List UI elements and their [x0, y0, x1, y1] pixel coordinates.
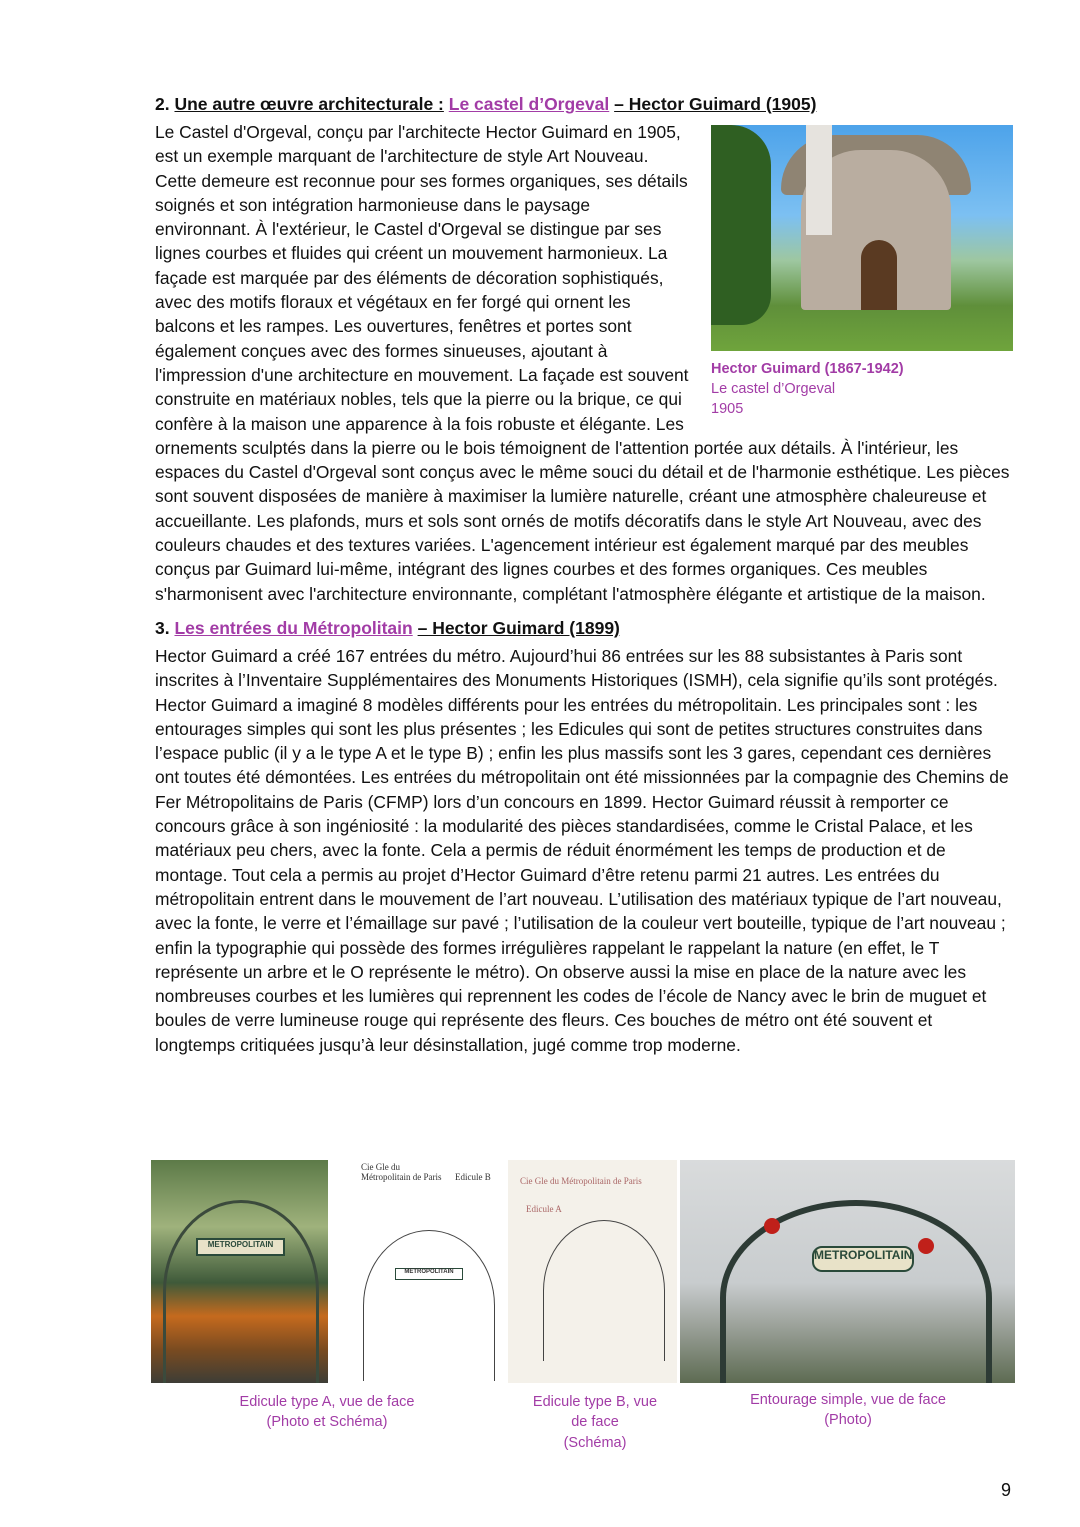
castel-orgeval-photo: [711, 125, 1013, 351]
edicule-a-sketch: Cie Gle du Métropolitain de Paris Edicule A: [508, 1160, 677, 1383]
castel-orgeval-figure: [711, 125, 1013, 419]
entourage-simple-photo: METROPOLITAIN: [680, 1160, 1015, 1383]
section-3-heading: 3. Les entrées du Métropolitain – Hector Guimard (1899): [155, 617, 620, 638]
metro-images-row: [151, 1160, 1015, 1384]
caption-entourage-simple: Entourage simple, vue de face (Photo): [750, 1392, 946, 1429]
page-number: 9: [1001, 1480, 1012, 1500]
castel-orgeval-link[interactable]: Le castel d’Orgeval: [448, 94, 610, 114]
metropolitain-link[interactable]: Les entrées du Métropolitain: [174, 617, 413, 638]
document-page: [155, 92, 1013, 1057]
section-2-title-prefix: Une autre œuvre architecturale :: [174, 94, 444, 114]
section-3-body: Hector Guimard a créé 167 entrées du métro. Aujourd’hui 86 entrées sur les 88 subsistantes à Paris sont inscrites à l’Inventaire Supplémentaires des Monuments Historiques (ISMH), cela signifie qu’ils sont protégés. Hector Guimard a imaginé 8 modèles différents pour les entrées du métropolitain. Les principales sont : les entourages simples qui sont les plus présentes ; les Edicules qui sont de petites structures construites dans l’espace public (il y a le type A et le type B) ; enfin les plus massifs sont les 3 gares, cependant ces dernières ont toutes été démontées. Les entrées du métropolitain ont été missionnées par la compagnie des Chemins de Fer Métropolitains de Paris (CFMP) lors d’un concours en 1899. Hector Guimard réussit à remporter ce concours grâce à son ingéniosité : la modularité des pièces standardisées, comme le Cristal Palace, et les matériaux peu chers, avec la fonte. Cela a permis de réduit énormément les temps de production et de montage. Tout cela a permis au projet d’Hector Guimard d’être retenu parmi 21 autres. Les entrées du métropolitain entrent dans le mouvement de l’art nouveau. L’utilisation des matériaux typique de l’art nouveau, avec la fonte, le verre et l’émaillage sur pavé ; l’utilisation de la couleur vert bouteille, typique de l’art nouveau ; enfin la typographie qui possède des formes irrégulières rappelant le rappelant la nature (en effet, le T représente un arbre et le O représente le métro). On observe aussi la mise en place de la nature avec les nombreuses courbes et les lumières qui reprennent les codes de l’école de Nancy avec le brin de muguet et boules de verre lumineuse rouge qui représente des fleurs. Ces bouches de métro ont été souvent et longtemps critiquées jusqu’à leur désinstallation, jugé comme trop moderne.: [155, 645, 1009, 1055]
caption-edicule-b: Edicule type B, vue de face (Schéma): [532, 1394, 658, 1451]
caption-edicule-a: Edicule type A, vue de face (Photo et Schéma): [239, 1394, 415, 1431]
edicule-b-sketch: Cie Gle du Métropolitain de Paris Edicule B METROPOLITAIN: [355, 1160, 505, 1383]
section-2-heading: 2. Une autre œuvre architecturale : Le castel d’Orgeval – Hector Guimard (1905): [155, 94, 817, 114]
edicule-a-photo: METROPOLITAIN: [151, 1160, 328, 1383]
figure-caption: Hector Guimard (1867-1942) Le castel d’Orgeval 1905: [711, 361, 904, 417]
section-2-body: Le Castel d'Orgeval, conçu par l'architecte Hector Guimard en 1905, est un exemple marquant de l'architecture de style Art Nouveau. Cette demeure est reconnue pour ses formes organiques, ses détails soignés et son intégration harmonieuse dans le paysage environnant. À l'extérieur, le Castel d'Orgeval se distingue par ses lignes courbes et fluides qui créent un mouvement harmonieux. La façade est marquée par des éléments de décoration sophistiqués, avec des motifs floraux et végétaux en fer forgé qui ornent les balcons et les rampes. Les ouvertures, fenêtres et portes sont également conçues avec des formes sinueuses, ajoutant à l'impression d'une architecture en mouvement. La façade est souvent construite en matériaux nobles, tels que la pierre ou la brique, ce qui confère à la maison une apparence à la fois robuste et élégante. Les ornements sculptés dans la pierre ou le bois témoignent de l'attention portée aux détails. À l'intérieur, les espaces du Castel d'Orgeval sont conçus avec le même souci du détail et de l'harmonie esthétique. Les pièces sont souvent disposées de manière à maximiser la lumière naturelle, créant une atmosphère chaleureuse et accueillante. Les plafonds, murs et sols sont ornés de motifs décoratifs dans le style Art Nouveau, avec des couleurs chaudes et des textures variées. L'agencement intérieur est également marqué par des meubles conçus par Guimard lui-même, intégrant des lignes courbes et des formes organiques. Ces meubles s'harmonisent avec l'architecture environnante, complétant l'atmosphère élégante et artistique de la maison.: [155, 122, 1010, 604]
